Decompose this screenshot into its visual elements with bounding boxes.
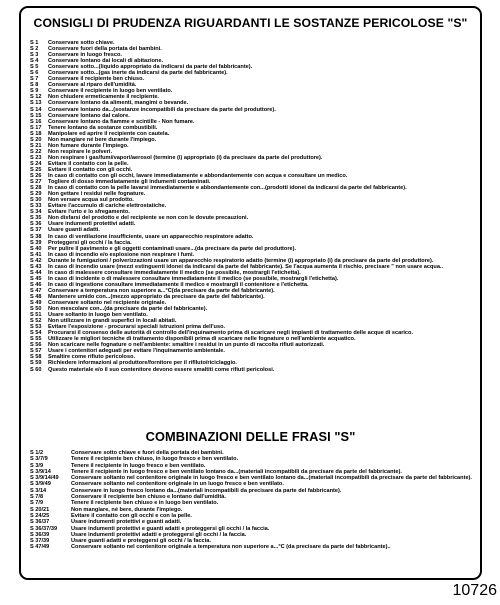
phrase-row-code: S 49 (30, 300, 42, 307)
phrase-row-code: S 5 (30, 64, 39, 71)
phrase-row-text: In caso di incidente o di malessere consultare immediatamente il medico (se possibile, mostrargli l'etichetta). (48, 275, 339, 282)
combination-row (30, 544, 474, 550)
phrase-row-text: Conservare soltanto nel recipiente originale. (48, 300, 167, 307)
phrase-row-text: Conservare in luogo fresco. (48, 52, 122, 59)
combination-row-code: S 7/8 (30, 494, 44, 501)
phrase-row-code: S 59 (30, 360, 42, 367)
phrase-row-text: Usare soltanto in luogo ben ventilato. (48, 312, 148, 319)
phrase-row-code: S 3 (30, 52, 39, 59)
phrase-row-code: S 40 (30, 245, 42, 252)
phrase-row-code: S 52 (30, 318, 42, 325)
combination-row-text: Evitare il contatto con gli occhi e con la pelle. (71, 512, 192, 519)
phrase-row-code: S 23 (30, 154, 42, 161)
phrase-row-text: Non mangiare né bere durante l'impiego. (48, 136, 157, 143)
phrase-row-code: S 30 (30, 197, 42, 204)
phrase-row-code: S 12 (30, 94, 42, 101)
phrase-row-text: Non respirare le polveri. (48, 148, 113, 155)
phrase-row-code: S 2 (30, 46, 39, 53)
phrase-row-code: S 22 (30, 148, 42, 155)
phrase-row-code: S 16 (30, 118, 42, 125)
phrase-row-code: S 7 (30, 76, 39, 83)
phrase-row-text: Non fumare durante l'impiego. (48, 142, 129, 149)
combination-row-code: S 37/39 (30, 538, 50, 545)
phrase-row-text: Non chiudere ermeticamente il recipiente. (48, 94, 159, 101)
combination-row-code: S 24/25 (30, 512, 50, 519)
phrase-row-code: S 56 (30, 342, 42, 349)
phrase-row-text: In caso di incendio e/o esplosione non respirare i fumi. (48, 251, 195, 258)
combination-row-text: Conservare soltanto nel contenitore originale a temperatura non superiore a...°C (da precisare da parte del fabbricante).. (71, 544, 391, 551)
combination-row-code: S 3/14 (30, 487, 47, 494)
phrase-row-text: In caso di incendio usare (mezzi estinguenti idonei da indicarsi da parte del fabbricante). Se l'acqua aumenta il rischio, precisare " non usare acqua.. (48, 263, 444, 270)
phrase-row-code: S 21 (30, 142, 42, 149)
phrase-row-text: Usare i contenitori adeguati per evitare l'inquinamento ambientale. (48, 348, 225, 355)
phrase-row-code: S 38 (30, 233, 42, 240)
phrase-row-text: Conservare lontano dal calore. (48, 112, 130, 119)
phrase-row-code: S 44 (30, 269, 42, 276)
phrase-row-text: Non respirare i gas/fumi/vapori/aerosol (termine (i) appropriato (i) da precisare da parte del produttore). (48, 154, 323, 161)
phrase-row-text: In caso di contatto con la pelle lavarsi immediatamente e abbondantemente con...(prodotti idonei da indicarsi da parte del fabbricante). (48, 185, 407, 192)
phrase-row-code: S 20 (30, 136, 42, 143)
combination-row-text: Tenere il recipiente ben chiuso e in luogo ben ventilato. (71, 500, 219, 507)
phrase-row-text: Evitare l'accumulo di cariche elettrostatiche. (48, 203, 167, 210)
phrases-list (30, 40, 474, 373)
phrase-row-text: Tenere lontano da sostanze combustibili. (48, 124, 158, 131)
phrase-row-text: In caso di contatto con gli occhi, lavare immediatamente e abbondantemente con acqua e consultare un medico. (48, 173, 348, 180)
phrase-row-code: S 46 (30, 281, 42, 288)
phrase-row-text: In caso di malessere consultare immediatamente il medico (se possibile, mostrargli l'etichetta). (48, 269, 301, 276)
phrase-row-code: S 9 (30, 88, 39, 95)
phrase-row-code: S 28 (30, 185, 42, 192)
phrase-row-code: S 29 (30, 191, 42, 198)
phrase-row-code: S 60 (30, 366, 42, 373)
combination-row-text: Tenere il recipiente in luogo fresco e ben ventilato. (71, 462, 206, 469)
phrase-row-code: S 53 (30, 324, 42, 331)
phrase-row-code: S 17 (30, 124, 42, 131)
phrase-row-text: Togliere di dosso immediatamente gli indumenti contaminati. (48, 179, 211, 186)
phrase-row-text: Conservare a temperatura non superiore a...°C(da precisare da parte del fabbricante). (48, 287, 275, 294)
combination-row-text: Usare indumenti protettivi e guanti adatti e proteggersi gli occhi / la faccia. (71, 525, 270, 532)
combination-row-code: S 3/7/9 (30, 456, 48, 463)
phrase-row-code: S 51 (30, 312, 42, 319)
combination-row-code: S 20/21 (30, 506, 50, 513)
phrase-row-code: S 41 (30, 251, 42, 258)
phrase-row-text: Evitare il contatto con la pelle. (48, 160, 129, 167)
phrase-row-text: In caso di ingestione consultare immediatamente il medico e mostrargli il contenitore e l'etichetta. (48, 281, 309, 288)
combinations-title: COMBINAZIONI DELLE FRASI "S" (145, 429, 356, 444)
phrase-row-text: Evitare l'urto e lo sfregamento. (48, 209, 130, 216)
combination-row-text: Conservare il recipiente ben chiuso e lontano dall'umidità. (71, 494, 226, 501)
phrase-row-text: Smaltire come rifiuto pericoloso. (48, 354, 136, 361)
combination-row-text: Usare indumenti protettivi adatti e proteggersi gli occhi / la faccia. (71, 531, 247, 538)
phrase-row-code: S 43 (30, 263, 42, 270)
phrase-row-text: Conservare sotto...(gas inerte da indicarsi da parte del fabbricante). (48, 70, 228, 77)
combination-row-code: S 36/39 (30, 531, 50, 538)
combination-row-code: S 3/9 (30, 462, 44, 469)
phrase-row-code: S 48 (30, 293, 42, 300)
combination-row-text: Tenere il recipiente in luogo fresco e ben ventilato lontano da...(materiali incompatibili da precisare da parte del fabbricante). (71, 468, 402, 475)
phrase-row-text: Conservare lontano da...(sostanze incompatibili da precisare da parte del produttore). (48, 106, 276, 113)
combination-row-code: S 7/9 (30, 500, 44, 507)
phrase-row-code: S 37 (30, 227, 42, 234)
combination-row-text: Tenere il recipiente ben chiuso, in luogo fresco e ben ventilato. (71, 456, 239, 463)
combination-row-text: Conservare sotto chiave e fuori della portata dei bambini. (71, 450, 224, 456)
phrase-row-code: S 45 (30, 275, 42, 282)
phrase-row-text: Conservare fuori della portata dei bambini. (48, 46, 162, 53)
phrase-row-text: Procurarsi il consenso delle autorità di controllo dell'inquinamento prima di scaricare negli impianti di trattamento delle acque di scarico. (48, 330, 414, 337)
combination-row-code: S 36/37 (30, 519, 50, 526)
phrase-row-text: In caso di ventilazione insufficiente, usare un apparecchio respiratore adatto. (48, 233, 254, 240)
phrase-row-text: Conservare lontano dai locali di abitazione. (48, 58, 164, 65)
phrase-row-text: Conservare il recipiente ben chiuso. (48, 76, 145, 83)
phrase-row-code: S 50 (30, 306, 42, 313)
phrase-row-text: Non disfarsi del prodotto e del recipiente se non con le dovute precauzioni. (48, 215, 249, 222)
phrase-row-code: S 4 (30, 58, 39, 65)
combination-row-code: S 3/9/14/49 (30, 475, 59, 482)
phrase-row-code: S 33 (30, 203, 42, 210)
phrase-row-text: Conservare lontano da alimenti, mangimi o bevande. (48, 100, 189, 107)
phrase-row-text: Proteggersi gli occhi / la faccia. (48, 239, 132, 246)
combination-row-code: S 47/49 (30, 544, 50, 551)
phrase-row (30, 367, 474, 373)
phrase-row-text: Conservare il recipiente in luogo ben ventilato. (48, 88, 173, 95)
phrase-row-code: S 13 (30, 100, 42, 107)
phrase-row-code: S 26 (30, 173, 42, 180)
phrase-row-text: Evitare il contatto con gli occhi. (48, 166, 133, 173)
reference-number: 10726 (452, 582, 497, 599)
phrase-row-text: Richiedere informazioni al produttore/fornitore per il riflluto/riciclaggio. (48, 360, 237, 367)
combination-row-text: Usare indumenti protettivi e guanti adatti. (71, 519, 182, 526)
phrase-row-code: S 34 (30, 209, 42, 216)
phrase-row-text: Conservare lontano da fiamme e scintille - Non fumare. (48, 118, 195, 125)
combination-row-code: S 3/9/49 (30, 481, 51, 488)
phrase-row-code: S 27 (30, 179, 42, 186)
phrase-row-text: Durante le fumigazioni / polverizzazioni usare un apparecchio respiratorio adatto (termine (i) appropriato (i) da precisare da parte del produttore). (48, 257, 434, 264)
combination-row-text: Conservare soltanto nel contenitore originale in luogo fresco e ben ventilato lontano da...(materiali incompatibili da precisare da parte del fabbricante). (71, 475, 472, 482)
phrase-row-code: S 1 (30, 40, 39, 46)
phrase-row-code: S 47 (30, 287, 42, 294)
main-title: CONSIGLI DI PRUDENZA RIGUARDANTI LE SOSTANZE PERICOLOSE "S" (33, 16, 468, 30)
combination-row-text: Usare guanti adatti e proteggersi gli occhi / la faccia. (71, 538, 211, 545)
phrase-row-text: Questo materiale e/o il suo contenitore devono essere smaltiti come rifiuti pericolosi. (48, 366, 275, 373)
phrase-row-text: Non versare acqua sul prodotto. (48, 197, 134, 204)
phrase-row-code: S 18 (30, 130, 42, 137)
phrase-row-code: S 58 (30, 354, 42, 361)
safety-sign-panel (19, 6, 482, 580)
phrase-row-text: Manipolare ed aprire il recipiente con cautela. (48, 130, 170, 137)
combination-row-code: S 1/2 (30, 450, 44, 456)
phrase-row-text: Usare indumenti protettivi adatti. (48, 221, 136, 228)
phrase-row-code: S 24 (30, 160, 42, 167)
phrase-row-code: S 14 (30, 106, 42, 113)
phrase-row-text: Utilizzare le migliori tecniche di trattamento disponibili prima di scaricare nelle fognature o nell'ambiente acquatico. (48, 336, 356, 343)
combination-row-text: Conservare soltanto nel contenitore originale in un luogo fresco e ben ventilato. (71, 481, 284, 488)
phrase-row-text: Usare guanti adatti. (48, 227, 100, 234)
combination-row-text: Conservare in luogo fresco lontano da...(materiali incompatibili da precisare da parte del fabbricante). (71, 487, 342, 494)
phrase-row-text: Non gettare i residui nelle fognature. (48, 191, 146, 198)
phrase-row-text: Non mescolare con...(da precisare da parte del fabbricante). (48, 306, 208, 313)
phrase-row-text: Conservare sotto chiave. (48, 40, 115, 46)
phrase-row-code: S 35 (30, 215, 42, 222)
phrase-row-code: S 57 (30, 348, 42, 355)
phrase-row-code: S 55 (30, 336, 42, 343)
phrase-row-code: S 8 (30, 82, 39, 89)
combination-row-text: Non mangiare, né bere, durante l'impiego. (71, 506, 183, 513)
phrase-row-text: Per pulire il pavimento e gli oggetti contaminati usare...(da precisare da parte del produttore). (48, 245, 297, 252)
phrase-row-code: S 15 (30, 112, 42, 119)
phrase-row-text: Non scaricare nelle fognature o nell'ambiente: smaltire i residui in un punto di raccolta rifiuti autorizzati. (48, 342, 325, 349)
phrase-row-text: Conservare al riparo dell'umidità. (48, 82, 137, 89)
phrase-row-code: S 39 (30, 239, 42, 246)
phrase-row-text: Evitare l'esposizione - procurarsi speciali istruzioni prima dell'uso. (48, 324, 226, 331)
combination-row-code: S 36/37/39 (30, 525, 58, 532)
combination-row-code: S 3/9/14 (30, 468, 51, 475)
phrase-row-code: S 36 (30, 221, 42, 228)
combinations-list (30, 450, 474, 551)
phrase-row-code: S 6 (30, 70, 39, 77)
phrase-row-text: Non utilizzare in grandi superfici in locali abitati. (48, 318, 177, 325)
phrase-row-code: S 42 (30, 257, 42, 264)
phrase-row-text: Conservare sotto...(liquido appropriato da indicarsi da parte del fabbricante). (48, 64, 253, 71)
phrase-row-text: Mantenere umido con...(mezzo appropriato da precisare da parte del fabbricante). (48, 293, 265, 300)
phrase-row-code: S 25 (30, 166, 42, 173)
phrase-row-code: S 54 (30, 330, 42, 337)
